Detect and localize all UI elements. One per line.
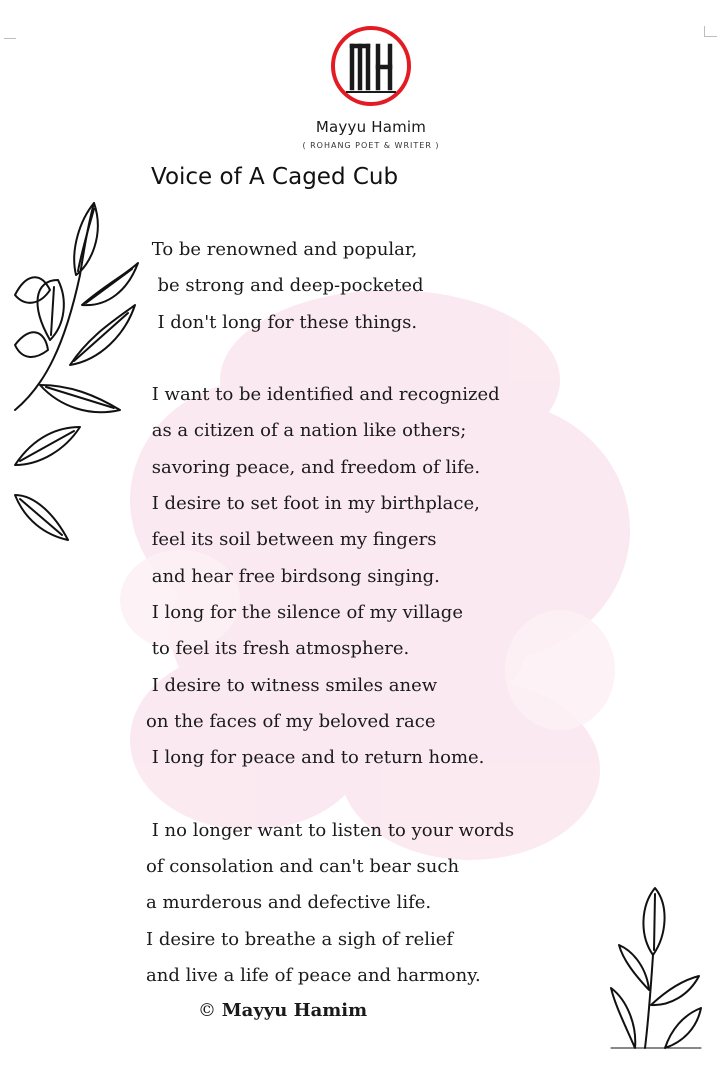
poem-line: feel its soil between my fingers [146,529,437,550]
poem-line: I no longer want to listen to your words [146,820,515,841]
mh-logo-icon [330,20,412,112]
poem-line: I long for peace and to return home. [146,747,485,768]
poem-line: I want to be identified and recognized [146,384,500,405]
author-tagline: ( ROHANG POET & WRITER ) [302,141,440,150]
poem-line: I don't long for these things. [146,312,418,333]
poem-line: To be renowned and popular, [146,239,418,260]
poem-line: and live a life of peace and harmony. [146,965,481,986]
copyright-line [198,1000,367,1021]
poem-line: I desire to set foot in my birthplace, [146,493,480,514]
copyright-name: Mayyu Hamim [221,1000,368,1021]
poem-line: as a citizen of a nation like others; [146,420,467,441]
poem-line: I desire to witness smiles anew [146,675,438,696]
poem-line: of consolation and can't bear such [146,856,460,877]
poem-line: be strong and deep-pocketed [146,275,424,296]
tulip-bud-icon [605,880,705,1050]
page-corner-mark-left [4,28,16,39]
copyright-symbol: © [198,1000,216,1021]
author-name: Mayyu Hamim [315,118,427,136]
poem-line: I long for the silence of my village [146,602,463,623]
page-corner-mark-right [704,26,717,37]
poem-line: savoring peace, and freedom of life. [146,457,481,478]
poem-title: Voice of A Caged Cub [151,164,399,190]
poem-line: on the faces of my beloved race [146,711,436,732]
poem-line: a murderous and defective life. [146,892,432,913]
leaf-branch-icon [10,195,140,550]
poem-line: to feel its fresh atmosphere. [146,638,410,659]
poem-line: and hear free birdsong singing. [146,566,440,587]
poem-line: I desire to breathe a sigh of relief [146,929,454,950]
